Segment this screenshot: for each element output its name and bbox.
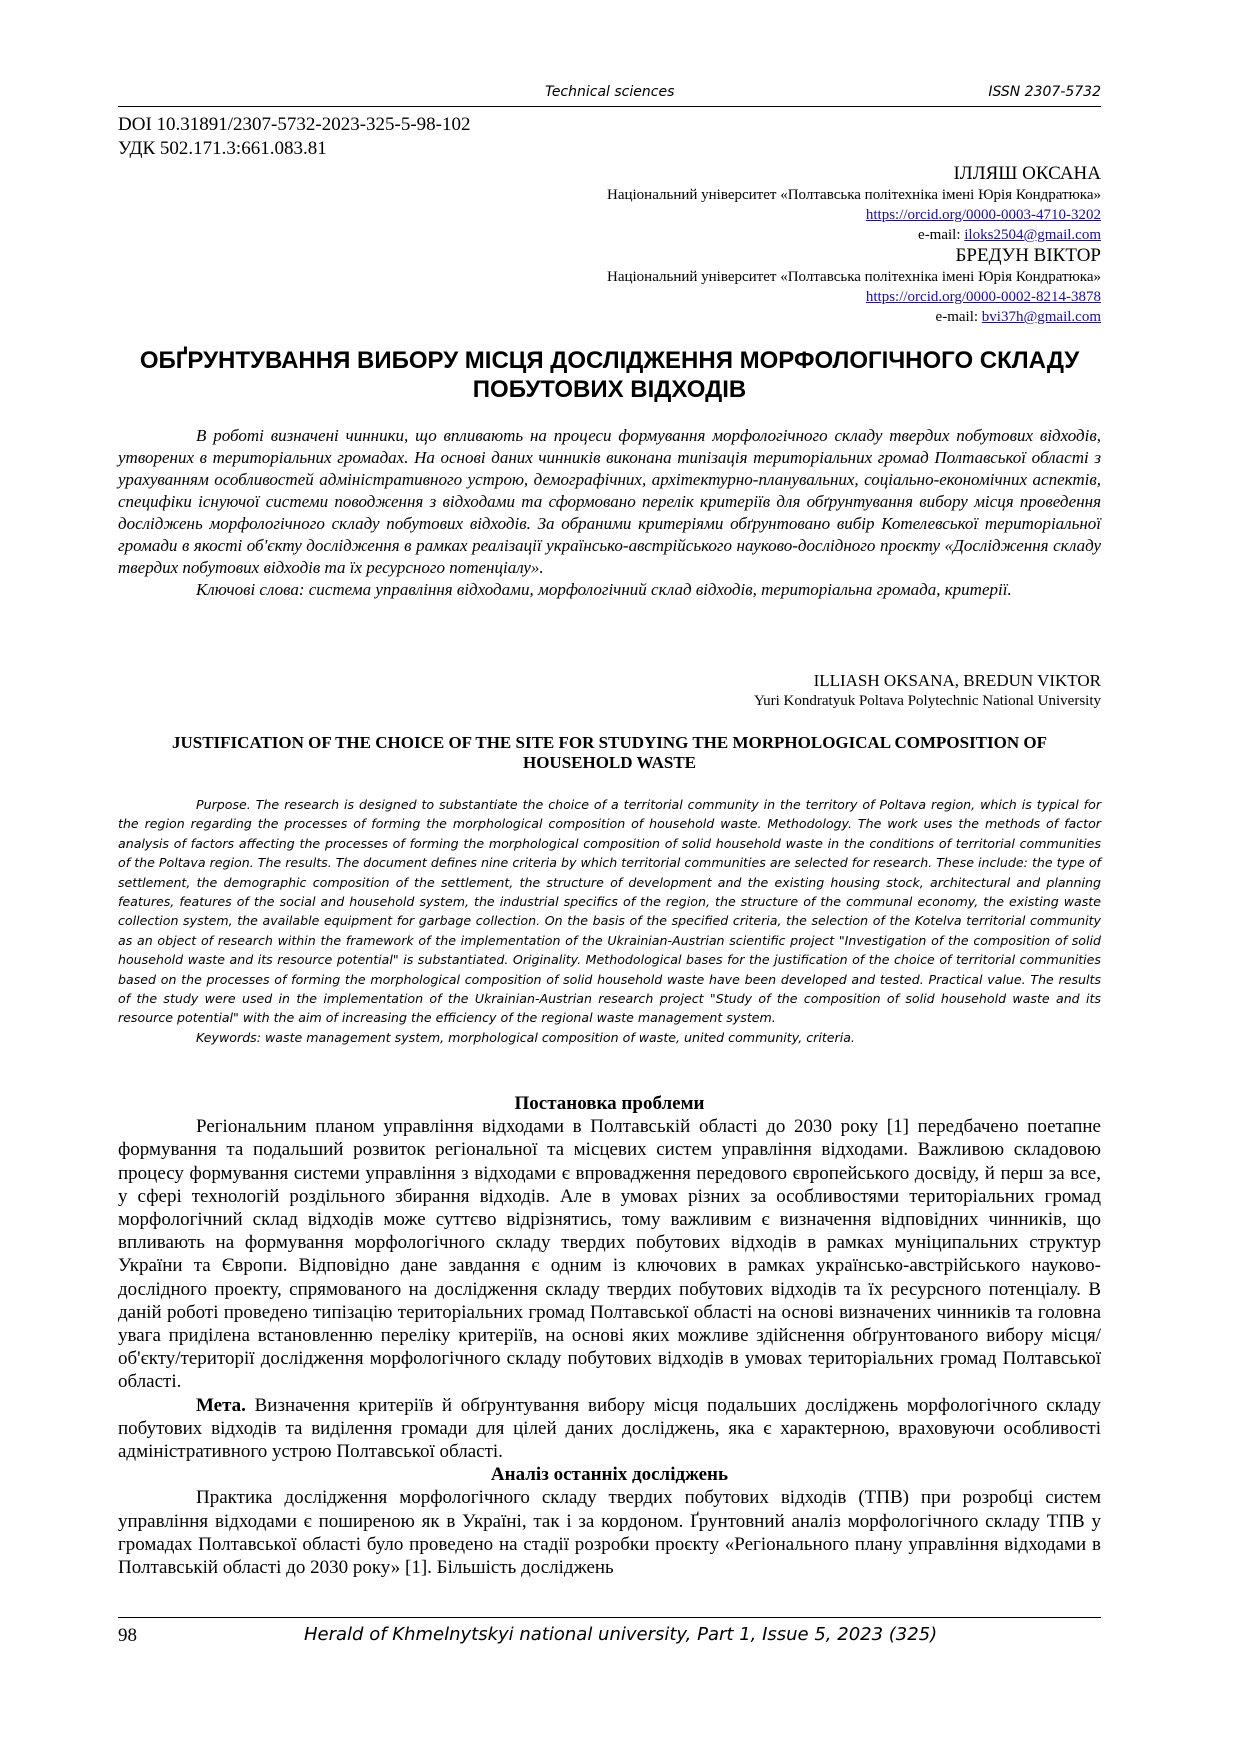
footer-rule bbox=[118, 1617, 1101, 1618]
abstract-ua-text: В роботі визначені чинники, що впливають на процеси формування морфологічного складу твердих побутових відходів, утворених в територіальних громадах. На основі даних чинників виконана типізація територіальних громад Полтавської області з урахуванням особливостей адміністративного устрою, демографічних, архітектурно-планувальних, соціально-економічних аспектів, специфіки існуючої системи поводження з відходами та сформовано перелік критеріїв для обґрунтування вибору місця проведення досліджень морфологічного складу побутових відходів. За обраними критеріями обґрунтовано вибір Котелевської територіальної громади в якості об'єкту дослідження в рамках реалізації українсько-австрійського науково-дослідного проєкту «Дослідження складу твердих побутових відходів та їх ресурсного потенціалу». bbox=[118, 426, 1101, 577]
authors-en-block bbox=[754, 670, 1101, 711]
email-label: e-mail: bbox=[935, 309, 982, 325]
author-affiliation: Національний університет «Полтавська політехніка імені Юрія Кондратюка» bbox=[606, 269, 1101, 285]
orcid-link[interactable]: https://orcid.org/0000-0003-4710-3202 bbox=[865, 207, 1101, 223]
section-label: Technical sciences bbox=[545, 84, 675, 100]
header-rule bbox=[118, 106, 1101, 107]
doi-line: DOI 10.31891/2307-5732-2023-325-5-98-102 bbox=[118, 114, 471, 135]
running-head bbox=[118, 84, 1101, 104]
section-heading: Постановка проблеми bbox=[514, 1093, 705, 1114]
article-title-ua: ОБҐРУНТУВАННЯ ВИБОРУ МІСЦЯ ДОСЛІДЖЕННЯ МОРФОЛОГІЧНОГО СКЛАДУ ПОБУТОВИХ ВІДХОДІВ bbox=[139, 347, 1080, 403]
body-paragraph: Практика дослідження морфологічного складу твердих побутових відходів (ТПВ) при розробці систем управління відходами є поширеною як в Україні, так і за кордоном. Ґрунтовний аналіз морфологічного складу ТПВ у громадах Полтавської області було проведено на стадії розробки проєкту «Регіонального плану управління відходами в Полтавській області до 2030 року» [1]. Більшість досліджень bbox=[118, 1487, 1101, 1579]
body-paragraph: Регіональним планом управління відходами в Полтавській області до 2030 року [1] передбачено поетапне формування та подальший розвиток регіональної та місцевих систем управління відходами. Важливою складовою процесу формування системи управління з відходами є впровадження передового європейського досвіду, й перш за все, у сфері технологій роздільного збирання відходів. Але в умовах різних за особливостями територіальних громад морфологічний склад відходів може суттєво відрізнятись, тому важливим є визначення відповідних чинників, що впливають на формування морфологічного складу твердих побутових відходів в рамках муніципальних структур України та Європи. Відповідно дане завдання є одним із ключових в рамках українсько-австрійського науково-дослідного проекту, спрямованого на дослідження складу твердих побутових відходів та їх ресурсного потенціалу. В даній роботі проведено типізацію територіальних громад Полтавської області на основі визначених чинників та головна увага приділена встановленню переліку критеріїв, на основі яких можливе здійснення обґрунтованого вибору місця/об'єкту/території дослідження морфологічного складу побутових відходів в умовах територіальних громад Полтавської області. bbox=[118, 1116, 1101, 1393]
aim-label: Мета. bbox=[196, 1394, 246, 1416]
aim-paragraph bbox=[118, 1394, 1101, 1464]
journal-footer: Herald of Khmelnytskyi national university, Part 1, Issue 5, 2023 (325) bbox=[304, 1624, 938, 1645]
aim-text: Визначення критеріїв й обґрунтування вибору місця подальших досліджень морфологічного складу побутових відходів та виділення громади для цілей даних досліджень, яка є характерною, враховуючи особливості адміністративного устрою Полтавської області. bbox=[118, 1394, 1101, 1463]
email-line bbox=[401, 225, 1101, 245]
abstract-ua bbox=[118, 425, 1101, 601]
email-line bbox=[401, 307, 1101, 327]
email-link[interactable]: iloks2504@gmail.com bbox=[964, 227, 1101, 243]
email-link[interactable]: bvi37h@gmail.com bbox=[981, 309, 1101, 325]
udc-line: УДК 502.171.3:661.083.81 bbox=[118, 138, 327, 159]
article-title-en: JUSTIFICATION OF THE CHOICE OF THE SITE FOR STUDYING THE MORPHOLOGICAL COMPOSITION OF HOUSEHOLD WASTE bbox=[171, 733, 1047, 772]
authors-en-names: ILLIASH OKSANA, BREDUN VIKTOR bbox=[813, 671, 1101, 690]
author-name: ІЛЛЯШ ОКСАНА bbox=[953, 163, 1101, 184]
keywords-ua: Ключові слова: система управління відходами, морфологічний склад відходів, територіальна громада, критерії. bbox=[196, 580, 1012, 599]
page-number: 98 bbox=[118, 1625, 137, 1646]
article-identifiers bbox=[118, 113, 471, 161]
author-affiliation: Національний університет «Полтавська політехніка імені Юрія Кондратюка» bbox=[606, 187, 1101, 203]
article-body bbox=[118, 1092, 1101, 1579]
issn-label: ISSN 2307-5732 bbox=[988, 84, 1101, 100]
email-label: e-mail: bbox=[918, 227, 965, 243]
authors-ua-block bbox=[401, 163, 1101, 327]
abstract-en-text: Purpose. The research is designed to substantiate the choice of a territorial community in the territory of Poltava region, which is typical for the region regarding the processes of forming the morphological composition of household waste. Methodology. The work uses the methods of factor analysis of factors affecting the processes of forming the morphological composition of solid household waste in the conditions of territorial communities of the Poltava region. The results. The document defines nine criteria by which territorial communities are selected for research. These include: the type of settlement, the demographic composition of the settlement, the structure of development and the existing housing stock, architectural and planning features, features of the social and household system, the industrial specifics of the region, the structure of the communal economy, the existing waste collection system, the available equipment for garbage collection. On the basis of the specified criteria, the selection of the Kotelva territorial community as an object of research within the framework of the implementation of the Ukrainian-Austrian scientific project "Investigation of the composition of solid household waste and its resource potential" is substantiated. Originality. Methodological bases for the justification of the choice of territorial communities based on the processes of forming the morphological composition of solid household waste have been developed and tested. Practical value. The results of the study were used in the implementation of the Ukrainian-Austrian research project "Study of the composition of solid household waste and its resource potential" with the aim of increasing the efficiency of the regional waste management system. bbox=[118, 797, 1101, 1026]
abstract-en bbox=[118, 795, 1101, 1047]
author-name: БРЕДУН ВІКТОР bbox=[955, 245, 1101, 266]
keywords-en: Keywords: waste management system, morphological composition of waste, united community, criteria. bbox=[196, 1029, 855, 1045]
orcid-link[interactable]: https://orcid.org/0000-0002-8214-3878 bbox=[865, 289, 1101, 305]
authors-en-affiliation: Yuri Kondratyuk Poltava Polytechnic National University bbox=[753, 693, 1101, 709]
section-heading: Аналіз останніх досліджень bbox=[490, 1464, 729, 1486]
